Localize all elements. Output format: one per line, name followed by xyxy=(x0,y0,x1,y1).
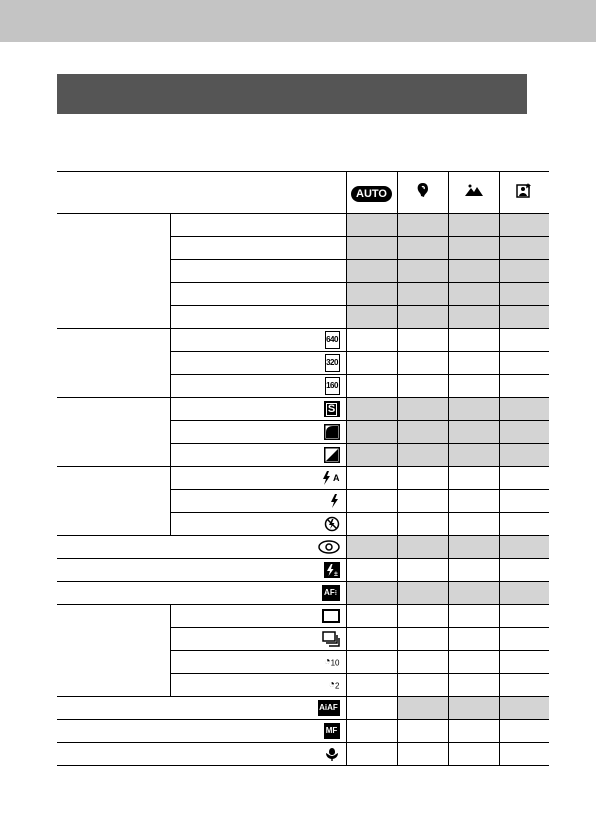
table-row xyxy=(57,720,549,743)
mode-cell xyxy=(397,306,448,329)
table-row xyxy=(57,743,549,766)
mode-cell xyxy=(499,628,549,651)
sub-item-cell xyxy=(170,329,346,352)
mode-cell xyxy=(346,582,397,605)
sub-item-cell xyxy=(170,283,346,306)
mode-cell xyxy=(448,559,499,582)
mode-cell xyxy=(448,536,499,559)
mode-cell xyxy=(346,237,397,260)
table-row xyxy=(57,605,549,628)
table-row xyxy=(57,467,549,490)
mode-cell xyxy=(448,306,499,329)
sub-item-cell xyxy=(170,306,346,329)
table-row xyxy=(57,559,549,582)
table-header-row xyxy=(57,172,549,214)
sub-item-cell xyxy=(170,490,346,513)
mode-cell xyxy=(397,628,448,651)
mode-cell xyxy=(346,467,397,490)
group-label-cell xyxy=(57,605,170,697)
mode-cell xyxy=(346,352,397,375)
mode-cell xyxy=(448,352,499,375)
quality-superfine-icon: S xyxy=(324,401,340,417)
group-label-cell xyxy=(57,329,170,398)
mode-cell xyxy=(499,697,549,720)
section-title-bar xyxy=(57,74,527,114)
mode-cell xyxy=(346,674,397,697)
sub-item-cell xyxy=(170,421,346,444)
mode-cell xyxy=(397,651,448,674)
header-blank-cell xyxy=(57,172,346,214)
mode-cell xyxy=(448,697,499,720)
mode-cell xyxy=(499,444,549,467)
manual-focus-icon: MF xyxy=(324,723,340,739)
mode-cell xyxy=(499,513,549,536)
mode-cell xyxy=(448,283,499,306)
header-bar xyxy=(0,0,596,42)
function-availability-table xyxy=(57,171,549,766)
sub-item-cell xyxy=(170,513,346,536)
mode-cell xyxy=(499,651,549,674)
mode-cell xyxy=(499,237,549,260)
mode-cell xyxy=(499,674,549,697)
mode-cell xyxy=(448,720,499,743)
group-label-cell xyxy=(57,214,170,329)
macro-icon xyxy=(324,746,340,762)
mode-cell xyxy=(499,559,549,582)
table-row xyxy=(57,536,549,559)
mode-cell xyxy=(397,720,448,743)
mode-cell xyxy=(346,490,397,513)
mode-cell xyxy=(448,582,499,605)
mode-cell xyxy=(499,283,549,306)
mode-cell xyxy=(448,214,499,237)
mode-cell xyxy=(448,398,499,421)
item-cell xyxy=(57,536,346,559)
table-row xyxy=(57,697,549,720)
mode-cell xyxy=(346,697,397,720)
mode-cell xyxy=(397,329,448,352)
self-timer-10-icon: ◔ 10 xyxy=(323,655,340,668)
mode-cell xyxy=(397,375,448,398)
mode-cell xyxy=(346,306,397,329)
item-cell xyxy=(57,559,346,582)
mode-cell xyxy=(499,375,549,398)
sub-item-cell xyxy=(170,398,346,421)
mode-cell xyxy=(448,329,499,352)
sub-item-cell xyxy=(170,651,346,674)
red-eye-reduction-icon xyxy=(318,540,340,554)
mode-cell xyxy=(346,559,397,582)
table-row xyxy=(57,214,549,237)
mode-cell xyxy=(448,651,499,674)
sub-item-cell xyxy=(170,214,346,237)
mode-cell xyxy=(346,605,397,628)
mode-cell xyxy=(499,743,549,766)
mode-cell xyxy=(448,375,499,398)
landscape-mode-icon xyxy=(464,183,484,197)
flash-off-icon xyxy=(324,516,340,532)
mode-cell xyxy=(499,260,549,283)
mode-cell xyxy=(448,628,499,651)
mode-cell xyxy=(499,582,549,605)
mode-cell xyxy=(499,467,549,490)
sub-item-cell xyxy=(170,628,346,651)
mode-cell xyxy=(397,582,448,605)
item-cell xyxy=(57,697,346,720)
mode-cell xyxy=(397,467,448,490)
mode-cell xyxy=(448,421,499,444)
mode-cell xyxy=(346,329,397,352)
mode-cell xyxy=(346,283,397,306)
mode-cell xyxy=(448,674,499,697)
sub-item-cell xyxy=(170,674,346,697)
mode-cell xyxy=(346,720,397,743)
auto-mode-header xyxy=(346,172,397,214)
mode-cell xyxy=(397,237,448,260)
item-cell xyxy=(57,582,346,605)
mode-cell xyxy=(397,674,448,697)
mode-cell xyxy=(346,214,397,237)
auto-mode-icon: AUTO xyxy=(351,186,392,202)
mode-cell xyxy=(448,237,499,260)
portrait-mode-icon xyxy=(414,181,432,199)
night-portrait-mode-header xyxy=(499,172,549,214)
mode-cell xyxy=(346,421,397,444)
mode-cell xyxy=(448,260,499,283)
mode-cell xyxy=(397,697,448,720)
mode-cell xyxy=(397,559,448,582)
mode-cell xyxy=(397,536,448,559)
sub-item-cell xyxy=(170,444,346,467)
mode-cell xyxy=(346,536,397,559)
mode-cell xyxy=(397,421,448,444)
table-row xyxy=(57,329,549,352)
mode-cell xyxy=(499,214,549,237)
mode-cell xyxy=(397,352,448,375)
group-label-cell xyxy=(57,398,170,467)
table-row xyxy=(57,582,549,605)
item-cell xyxy=(57,743,346,766)
mode-cell xyxy=(346,513,397,536)
night-portrait-mode-icon xyxy=(516,182,532,198)
sub-item-cell xyxy=(170,605,346,628)
group-label-cell xyxy=(57,467,170,536)
mode-cell xyxy=(397,513,448,536)
mode-cell xyxy=(448,490,499,513)
mode-cell xyxy=(448,513,499,536)
mode-cell xyxy=(499,329,549,352)
mode-cell xyxy=(448,605,499,628)
mode-cell xyxy=(346,651,397,674)
single-shot-icon xyxy=(322,609,340,623)
quality-fine-icon xyxy=(324,424,340,440)
item-cell xyxy=(57,720,346,743)
mode-cell xyxy=(499,536,549,559)
mode-cell xyxy=(397,490,448,513)
resolution-640-icon: 640 xyxy=(325,331,340,349)
svg-text:±: ± xyxy=(333,571,338,578)
mode-cell xyxy=(448,743,499,766)
table-row xyxy=(57,398,549,421)
sub-item-cell xyxy=(170,237,346,260)
resolution-320-icon: 320 xyxy=(325,354,340,372)
sub-item-cell xyxy=(170,467,346,490)
mode-cell xyxy=(499,490,549,513)
mode-cell xyxy=(346,444,397,467)
mode-cell xyxy=(346,628,397,651)
sub-item-cell xyxy=(170,375,346,398)
mode-cell xyxy=(448,444,499,467)
mode-cell xyxy=(499,421,549,444)
sub-item-cell xyxy=(170,260,346,283)
portrait-mode-header xyxy=(397,172,448,214)
flash-on-icon xyxy=(330,493,340,509)
aiaf-icon: AiAF xyxy=(318,700,340,716)
mode-cell xyxy=(346,743,397,766)
mode-cell xyxy=(346,375,397,398)
mode-cell xyxy=(397,605,448,628)
quality-normal-icon xyxy=(324,447,340,463)
flash-auto-label: A xyxy=(333,473,340,483)
flash-exposure-compensation-icon xyxy=(324,562,340,578)
mode-cell xyxy=(397,398,448,421)
mode-cell xyxy=(397,743,448,766)
mode-cell xyxy=(499,306,549,329)
af-assist-beam-icon: AF ⁝ xyxy=(322,585,340,601)
mode-cell xyxy=(499,398,549,421)
mode-cell xyxy=(346,260,397,283)
sub-item-cell xyxy=(170,352,346,375)
mode-cell xyxy=(397,260,448,283)
mode-cell xyxy=(499,720,549,743)
mode-cell xyxy=(499,352,549,375)
mode-cell xyxy=(397,444,448,467)
resolution-160-icon: 160 xyxy=(325,377,340,395)
self-timer-2-icon: ◔ 2 xyxy=(328,678,340,691)
mode-cell xyxy=(448,467,499,490)
mode-cell xyxy=(397,283,448,306)
mode-cell xyxy=(346,398,397,421)
continuous-shooting-icon xyxy=(322,631,340,647)
landscape-mode-header xyxy=(448,172,499,214)
mode-cell xyxy=(397,214,448,237)
mode-cell xyxy=(499,605,549,628)
